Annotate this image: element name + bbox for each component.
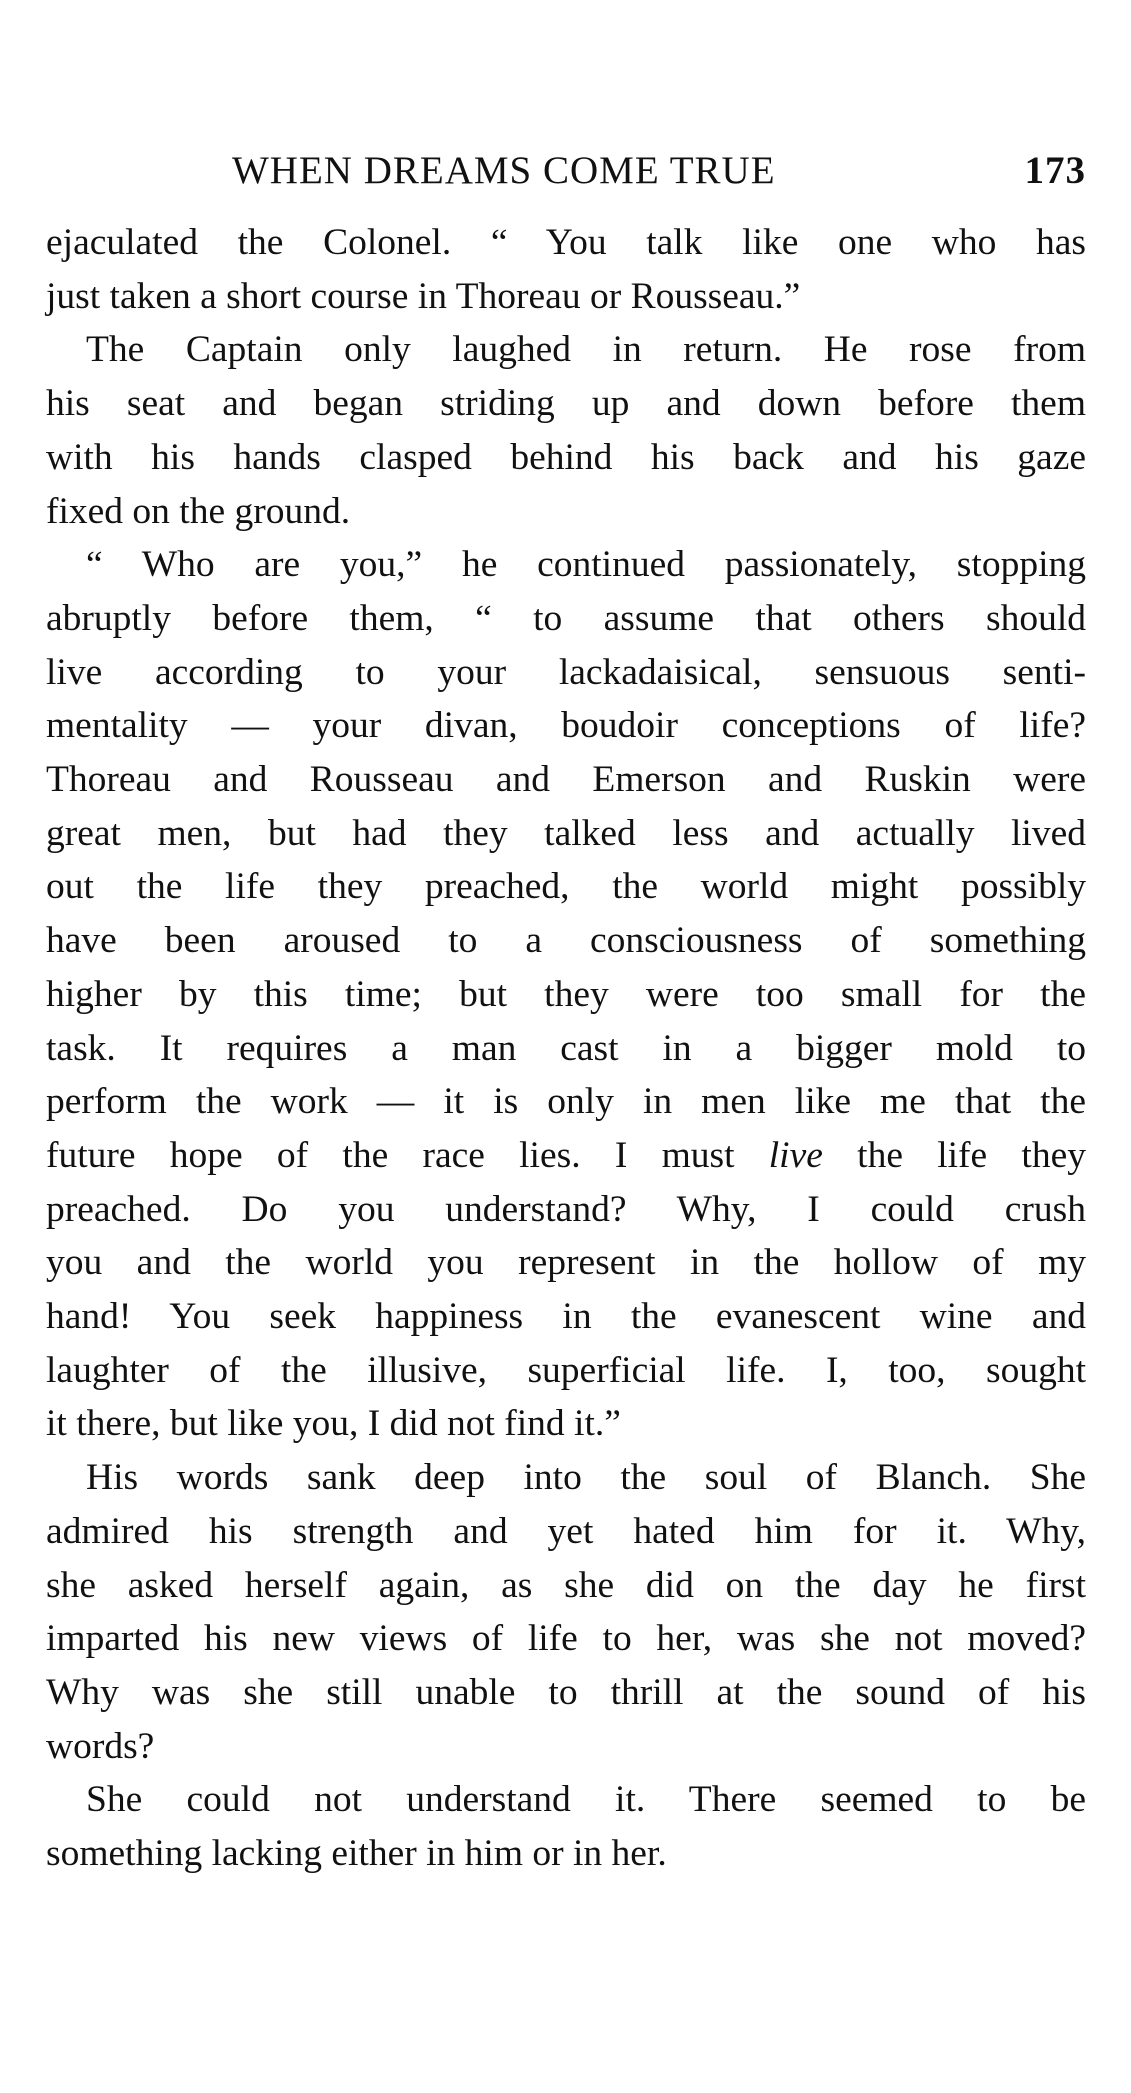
text-line: just taken a short course in Thoreau or Rousseau.” xyxy=(46,275,801,317)
text-line: you and the world you represent in the hollow of my xyxy=(46,1242,1086,1284)
text-line: have been aroused to a consciousness of something xyxy=(46,920,1086,962)
text-line: she asked herself again, as she did on the day he first xyxy=(46,1564,1086,1606)
paragraph xyxy=(46,1451,1086,1773)
text-line: task. It requires a man cast in a bigger mold to xyxy=(46,1027,1086,1069)
text-line: great men, but had they talked less and actually lived xyxy=(46,812,1086,854)
text-line: live according to your lackadaisical, sensuous senti- xyxy=(46,651,1086,693)
text-line: admired his strength and yet hated him for it. Why, xyxy=(46,1510,1086,1552)
text-line: Thoreau and Rousseau and Emerson and Ruskin were xyxy=(46,759,1086,801)
paragraph xyxy=(46,1773,1086,1880)
text-line: preached. Do you understand? Why, I could crush xyxy=(46,1188,1086,1230)
text-line: She could not understand it. There seemed to be xyxy=(86,1779,1086,1821)
text-line: mentality — your divan, boudoir conceptions of life? xyxy=(46,705,1086,747)
body-text xyxy=(46,216,1086,1881)
paragraph xyxy=(46,323,1086,538)
running-title: WHEN DREAMS COME TRUE xyxy=(232,149,776,192)
text-line: abruptly before them, “ to assume that others should xyxy=(46,597,1086,639)
text-line: out the life they preached, the world might possibly xyxy=(46,866,1086,908)
book-page xyxy=(46,140,1086,1881)
text-line: The Captain only laughed in return. He rose from xyxy=(86,329,1086,371)
text-line: his seat and began striding up and down before them xyxy=(46,383,1086,425)
text-line: perform the work — it is only in men like me that the xyxy=(46,1081,1086,1123)
text-line: hand! You seek happiness in the evanescent wine and xyxy=(46,1296,1086,1338)
text-line: something lacking either in him or in her. xyxy=(46,1833,667,1875)
text-line: Why was she still unable to thrill at the sound of his xyxy=(46,1671,1086,1713)
running-header xyxy=(46,140,1086,200)
text-line: future hope of the race lies. I must live the life they xyxy=(46,1134,1086,1176)
text-line: higher by this time; but they were too small for the xyxy=(46,973,1086,1015)
paragraph xyxy=(46,538,1086,1451)
text-line: imparted his new views of life to her, was she not moved? xyxy=(46,1618,1086,1660)
text-line: laughter of the illusive, superficial life. I, too, sought xyxy=(46,1349,1086,1391)
text-line: “ Who are you,” he continued passionately, stopping xyxy=(86,544,1086,586)
text-line: ejaculated the Colonel. “ You talk like one who has xyxy=(46,222,1086,263)
text-line: with his hands clasped behind his back and his gaze xyxy=(46,436,1086,478)
text-line: it there, but like you, I did not find it.” xyxy=(46,1403,621,1445)
text-line: fixed on the ground. xyxy=(46,490,351,532)
paragraph xyxy=(46,216,1086,323)
text-line: His words sank deep into the soul of Blanch. She xyxy=(86,1457,1086,1499)
text-line: words? xyxy=(46,1725,155,1767)
page-number: 173 xyxy=(1024,149,1086,192)
